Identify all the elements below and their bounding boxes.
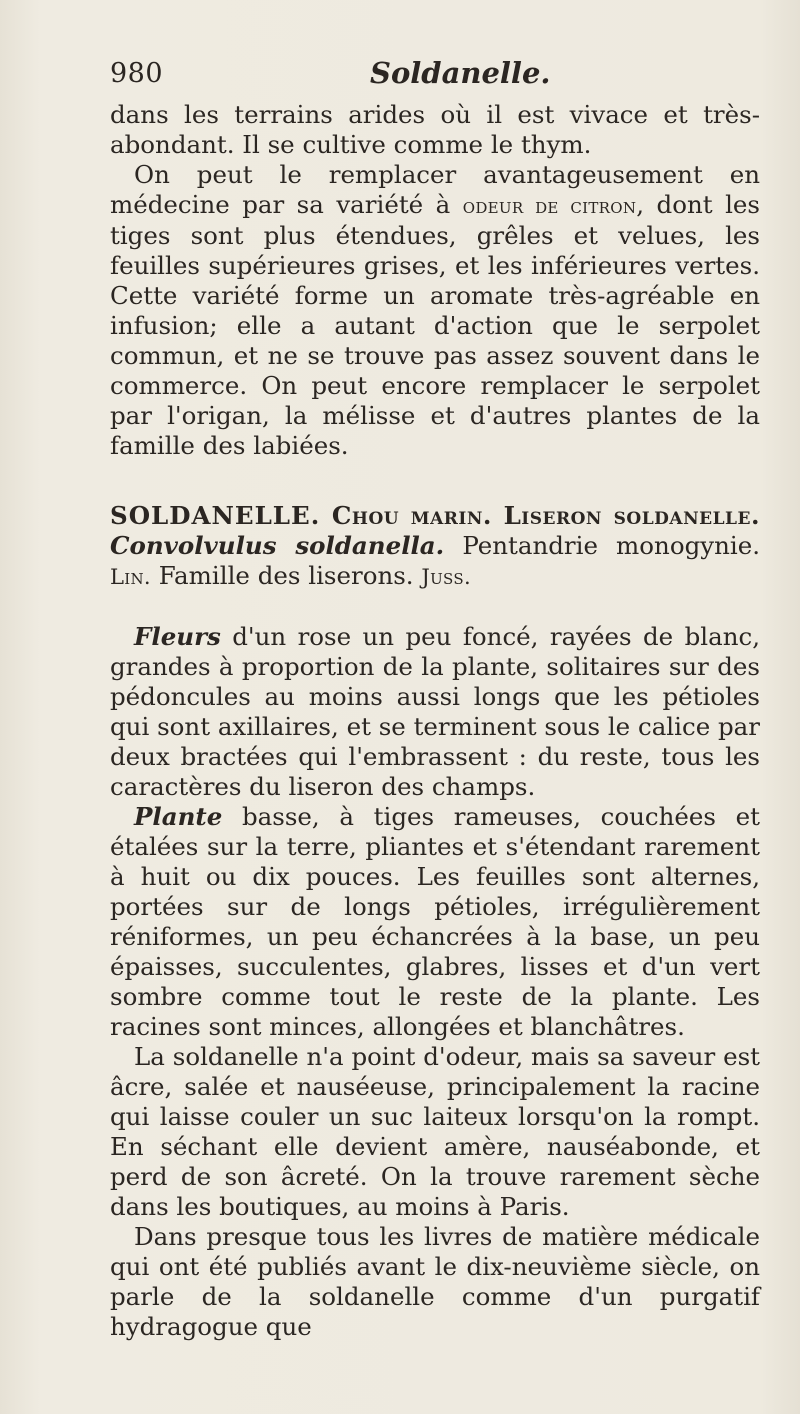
paragraph-plante bbox=[110, 802, 760, 1042]
page-number: 980 bbox=[110, 58, 164, 89]
entry-latin-name: Convolvulus soldanella. bbox=[110, 531, 445, 560]
paragraph-remplacer-text-a: On peut le remplacer avantageusement en médecine par sa variété à bbox=[110, 160, 760, 219]
variety-name: odeur de citron bbox=[462, 193, 637, 218]
paragraph-continuation: dans les terrains arides où il est vivace et très-abondant. Il se cultive comme le thym. bbox=[110, 100, 760, 159]
plante-text: basse, à tiges rameuses, couchées et étalées sur la terre, pliantes et s'étendant rarement à huit ou dix pouces. Les feuilles sont alternes, portées sur de longs pétioles, irrégulièrement réniformes, un peu échancrées à la base, un peu épaisses, succulentes, glabres, lisses et d'un vert sombre comme tout le reste de la plante. Les racines sont minces, allongées et blanchâtres. bbox=[110, 802, 760, 1041]
entry-synonym-chou: Chou marin. bbox=[320, 501, 504, 530]
paragraph-remplacer bbox=[110, 160, 760, 461]
plante-lead: Plante bbox=[134, 802, 223, 831]
entry-heading bbox=[110, 501, 760, 592]
paragraph-livres: Dans presque tous les livres de matière médicale qui ont été publiés avant le dix-neuvième siècle, on parle de la soldanelle comme d'un purgatif hydragogue que bbox=[110, 1222, 760, 1341]
page-header bbox=[110, 58, 760, 98]
page-body bbox=[110, 100, 760, 1342]
paragraph-fleurs bbox=[110, 622, 760, 802]
entry-author-lin: Lin. bbox=[110, 564, 151, 589]
paragraph-saveur: La soldanelle n'a point d'odeur, mais sa saveur est âcre, salée et nauséeuse, principalement la racine qui laisse couler un suc laiteux lorsqu'on la rompt. En séchant elle devient amère, nauséabonde, et perd de son âcreté. On la trouve rarement sèche dans les boutiques, au moins à Paris. bbox=[110, 1042, 760, 1221]
entry-synonym-liseron: Liseron soldanelle. bbox=[503, 501, 760, 530]
paragraph-remplacer-text-b: , dont les tiges sont plus étendues, grêles et velues, les feuilles supérieures grises, et les inférieures vertes. Cette variété forme un aromate très-agréable en infusion; elle a autant d'action que le serpolet commun, et ne se trouve pas assez souvent dans le commerce. On peut encore remplacer le serpolet par l'origan, la mélisse et d'autres plantes de la famille des labiées. bbox=[110, 190, 760, 460]
entry-name: SOLDANELLE. bbox=[110, 501, 321, 530]
fleurs-text: d'un rose un peu foncé, rayées de blanc, grandes à proportion de la plante, solitaires sur des pédoncules au moins aussi longs que les pétioles qui sont axillaires, et se terminent sous le calice par deux bractées qui l'embrassent : du reste, tous les caractères du liseron des champs. bbox=[110, 622, 760, 801]
entry-classification: Pentandrie monogynie. bbox=[444, 531, 760, 560]
fleurs-lead: Fleurs bbox=[134, 622, 221, 651]
running-title: Soldanelle. bbox=[370, 56, 551, 90]
entry-family: Famille des liserons. bbox=[150, 561, 422, 590]
entry-author-juss: Juss. bbox=[421, 564, 471, 589]
